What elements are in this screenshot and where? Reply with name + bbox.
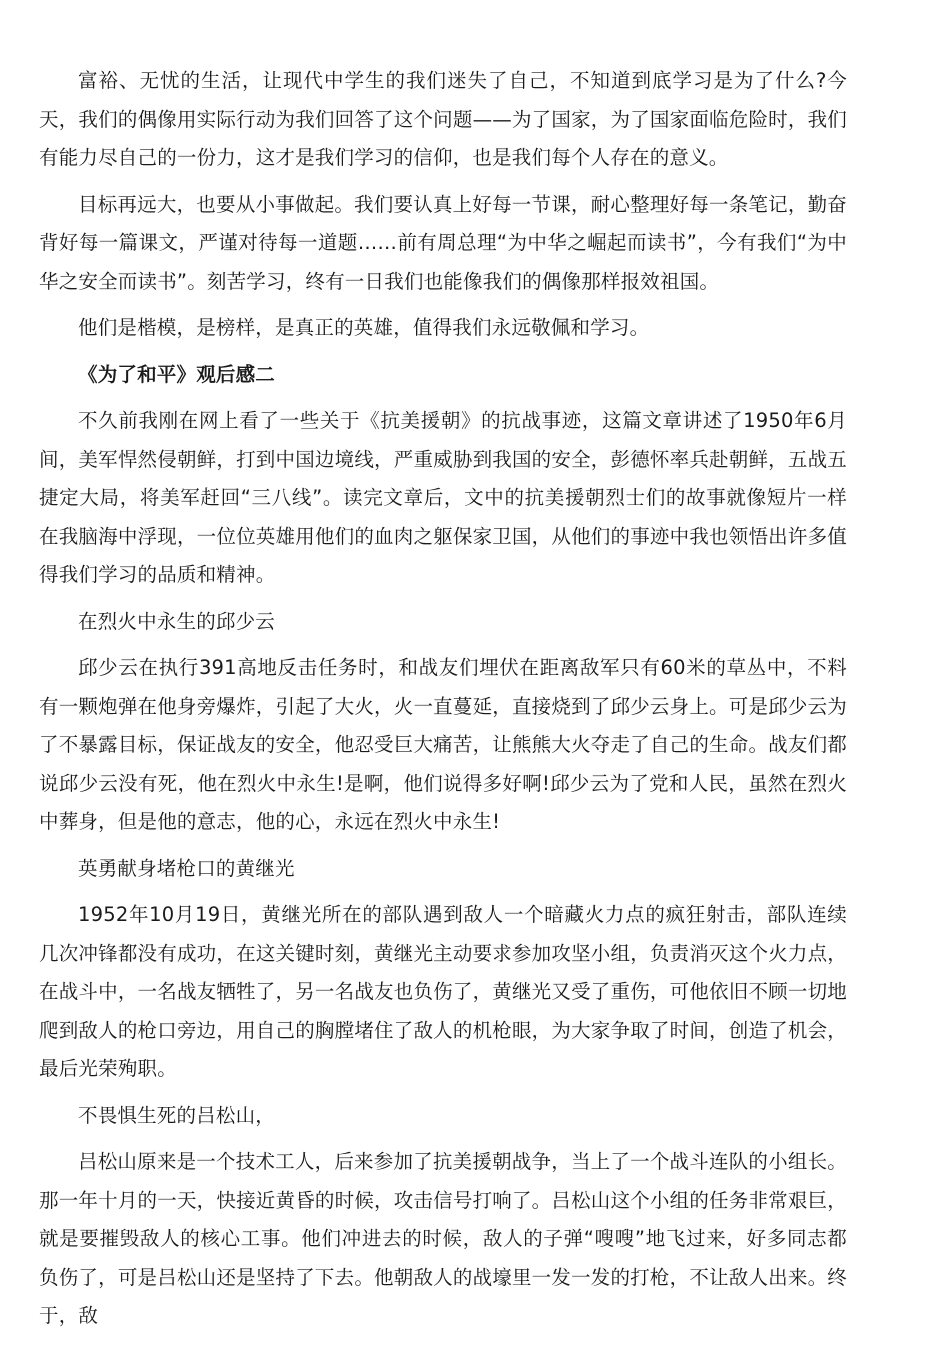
paragraph: 不久前我刚在网上看了一些关于《抗美援朝》的抗战事迹，这篇文章讲述了1950年6月间，美军悍然侵朝鲜，打到中国边境线，严重威胁到我国的安全，彭德怀率兵赴朝鲜，五战五捷定大局，将美军赶回“三八线”。读完文章后，文中的抗美援朝烈士们的故事就像短片一样在我脑海中浮现，一位位英雄用他们的血肉之躯保家卫国，从他们的事迹中我也领悟出许多值得我们学习的品质和精神。 [39, 409, 847, 586]
subheading-huang-jiguang: 英勇献身堵枪口的黄继光 [78, 856, 295, 880]
subheading-lv-songshan: 不畏惧生死的吕松山， [78, 1103, 276, 1127]
paragraph: 目标再远大，也要从小事做起。我们要认真上好每一节课，耐心整理好每一条笔记，勤奋背好每一篇课文，严谨对待每一道题……前有周总理“为中华之崛起而读书”，今有我们“为中华之安全而读书”。刻苦学习，终有一日我们也能像我们的偶像那样报效祖国。 [39, 192, 847, 293]
document-page [39, 62, 847, 1344]
paragraph: 富裕、无忧的生活，让现代中学生的我们迷失了自己，不知道到底学习是为了什么?今天，我们的偶像用实际行动为我们回答了这个问题——为了国家，为了国家面临危险时，我们有能力尽自己的一份力，这才是我们学习的信仰，也是我们每个人存在的意义。 [39, 69, 847, 169]
paragraph: 邱少云在执行391高地反击任务时，和战友们埋伏在距离敌军只有60米的草丛中，不料有一颗炮弹在他身旁爆炸，引起了大火，火一直蔓延，直接烧到了邱少云身上。可是邱少云为了不暴露目标，保证战友的安全，他忍受巨大痛苦，让熊熊大火夺走了自己的生命。战友们都说邱少云没有死，他在烈火中永生!是啊，他们说得多好啊!邱少云为了党和人民，虽然在烈火中葬身，但是他的意志，他的心，永远在烈火中永生! [39, 656, 847, 833]
paragraph: 1952年10月19日，黄继光所在的部队遇到敌人一个暗藏火力点的疯狂射击，部队连续几次冲锋都没有成功，在这关键时刻，黄继光主动要求参加攻坚小组，负责消灭这个火力点，在战斗中，一名战友牺牲了，另一名战友也负伤了，黄继光又受了重伤，可他依旧不顾一切地爬到敌人的枪口旁边，用自己的胸膛堵住了敌人的机枪眼，为大家争取了时间，创造了机会，最后光荣殉职。 [39, 903, 847, 1080]
paragraph: 吕松山原来是一个技术工人，后来参加了抗美援朝战争，当上了一个战斗连队的小组长。那一年十月的一天，快接近黄昏的时候，攻击信号打响了。吕松山这个小组的任务非常艰巨，就是要摧毁敌人的核心工事。他们冲进去的时候，敌人的子弹“嗖嗖”地飞过来，好多同志都负伤了，可是吕松山还是坚持了下去。他朝敌人的战壕里一发一发的打枪，不让敌人出来。终于，敌 [39, 1150, 847, 1327]
subheading-qiu-shaoyun: 在烈火中永生的邱少云 [78, 609, 276, 633]
section-heading: 《为了和平》观后感二 [78, 362, 276, 386]
paragraph: 他们是楷模，是榜样，是真正的英雄，值得我们永远敬佩和学习。 [78, 316, 650, 339]
